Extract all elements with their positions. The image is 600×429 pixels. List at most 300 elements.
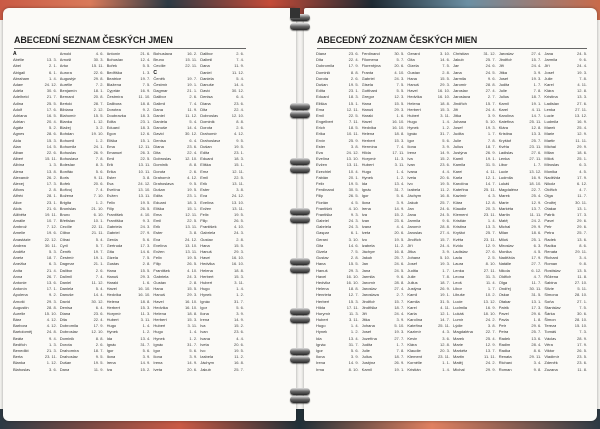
- name-label: Ladislav: [498, 150, 514, 155]
- name-label: Dobromila: [59, 323, 79, 329]
- name-day-date: 19. 5.: [187, 187, 198, 193]
- name-day-date: 30. 11.: [44, 242, 57, 248]
- name-day-date: 15. 5.: [233, 242, 244, 248]
- name-label: Kamila: [453, 162, 466, 168]
- name-label: Gita: [106, 249, 114, 254]
- name-label: Irena: [106, 360, 116, 366]
- name-day-date: 25. 7.: [531, 137, 542, 143]
- binding-ring: [290, 23, 310, 30]
- name-day-date: 24. 5.: [577, 51, 588, 56]
- name-label: Bertold: [59, 100, 73, 106]
- name-label: Alfréd: [13, 193, 24, 199]
- name-day-date: 13. 10.: [346, 156, 359, 162]
- name-label: Gita: [316, 242, 324, 248]
- name-label: Fabián: [316, 174, 329, 180]
- name-day-date: 19. 1.: [485, 156, 496, 162]
- name-label: Cecílie: [153, 63, 166, 69]
- name-label: Matěj: [498, 218, 509, 224]
- name-label: Eliška: [153, 205, 165, 211]
- name-day-date: 4. 5.: [350, 199, 359, 205]
- name-day-date: 19. 1.: [93, 255, 104, 261]
- name-day-date: 2. 8.: [236, 236, 244, 242]
- name-day-date: 15. 7.: [531, 57, 542, 63]
- name-day-date: 26. 9.: [440, 286, 451, 292]
- name-label: František: [106, 211, 124, 217]
- name-label: Cecílie: [59, 224, 73, 230]
- name-day-date: 27. 4.: [394, 286, 405, 292]
- name-day-date: 5. 10.: [485, 119, 496, 125]
- name-day-date: 24. 8.: [46, 329, 57, 335]
- name-day-date: 21. 1.: [93, 261, 104, 267]
- name-label: Erik: [153, 224, 161, 230]
- name-label: Bohdan: [59, 131, 74, 137]
- name-label: Abraham: [13, 75, 30, 81]
- name-label: Lenka: [453, 267, 464, 273]
- name-day-date: 1. 2.: [95, 137, 104, 143]
- name-label: Danuše: [200, 81, 214, 87]
- name-day-date: 9. 11.: [93, 174, 104, 180]
- name-day-date: 1. 7.: [533, 81, 542, 87]
- name-label: Jana: [361, 267, 371, 273]
- name-entry: [60, 367, 107, 373]
- name-label: Drahoslava: [153, 180, 174, 186]
- name-label: Drahoslav: [59, 354, 78, 360]
- name-label: Havel: [361, 119, 372, 125]
- name-day-date: 5. 10.: [394, 323, 405, 329]
- name-label: Judita: [361, 341, 373, 347]
- name-label: Gaspar: [316, 230, 330, 236]
- name-label: Jaroslav: [498, 51, 514, 56]
- name-day-date: 14. 9.: [233, 317, 244, 323]
- name-day-date: 17. 9.: [93, 323, 104, 329]
- name-day-date: 8. 8.: [95, 335, 104, 341]
- name-day-date: 15. 11.: [44, 156, 57, 162]
- name-day-date: 20. 3.: [485, 205, 496, 211]
- name-day-date: 24. 3.: [233, 230, 244, 236]
- name-label: Iva: [407, 156, 413, 162]
- name-day-date: 27. 6.: [531, 150, 542, 155]
- name-day-date: 15. 1.: [140, 137, 151, 143]
- name-day-date: 12. 10.: [91, 329, 104, 335]
- name-day-date: 13. 3.: [531, 131, 542, 137]
- name-label: Kryštof: [453, 230, 466, 236]
- name-day-date: 19. 7.: [187, 75, 198, 81]
- name-day-date: 7. 2.: [95, 81, 104, 87]
- name-day-date: 20. 6.: [233, 341, 244, 347]
- name-label: Radim: [498, 341, 511, 347]
- name-label: Lada: [453, 255, 462, 261]
- name-label: Ester: [153, 230, 163, 236]
- name-day-date: 16. 10.: [184, 304, 198, 310]
- name-label: Gerard: [407, 51, 420, 56]
- name-label: Antonín: [13, 286, 27, 292]
- name-day-date: 12. 1.: [485, 174, 496, 180]
- name-label: Bohuslava: [153, 51, 173, 56]
- name-label: Kristián: [407, 366, 421, 372]
- name-label: Andrea: [13, 242, 26, 248]
- name-day-date: 17. 3.: [140, 242, 151, 248]
- name-label: Helena: [200, 267, 213, 273]
- name-day-date: 10. 7.: [46, 218, 57, 224]
- name-day-date: 24. 6.: [440, 205, 451, 211]
- name-day-date: 15. 5.: [140, 267, 151, 273]
- name-day-date: 3. 9.: [442, 249, 451, 254]
- name-label: Jaromír: [361, 279, 376, 285]
- name-column: [200, 51, 247, 373]
- name-label: František: [316, 205, 333, 211]
- name-label: Břetislav: [59, 218, 76, 224]
- name-label: Adrian: [13, 119, 25, 125]
- name-label: Anežka: [13, 261, 27, 267]
- name-day-date: 29. 6.: [531, 323, 542, 329]
- name-label: Dorota: [316, 75, 329, 81]
- name-label: Otakar: [498, 298, 511, 304]
- name-label: Jana: [407, 211, 417, 217]
- name-label: Jaroslava: [361, 292, 379, 298]
- name-day-date: 3. 11.: [234, 279, 244, 285]
- name-label: Hubert: [200, 279, 213, 285]
- name-day-date: 17. 3.: [577, 211, 588, 217]
- name-day-date: 3. 9.: [236, 310, 244, 316]
- name-label: Adam: [13, 81, 24, 87]
- name-label: Patrik: [498, 304, 509, 310]
- name-day-date: 24. 6.: [485, 63, 496, 69]
- name-day-date: 12. 1.: [440, 310, 451, 316]
- name-label: Lukáš: [498, 180, 510, 186]
- name-day-date: 10. 11.: [346, 131, 359, 137]
- name-label: Ezechiel: [316, 168, 332, 174]
- name-label: Hedvika: [316, 279, 331, 285]
- name-label: Dominik: [153, 162, 168, 168]
- name-label: Ester: [106, 174, 116, 180]
- name-label: Čestmíra: [106, 94, 123, 100]
- name-day-date: 12. 11.: [346, 106, 359, 112]
- name-day-date: 3. 9.: [350, 354, 359, 360]
- name-label: Čeněk: [59, 249, 72, 254]
- name-day-date: 18. 8.: [394, 131, 405, 137]
- name-day-date: 1. 3.: [142, 69, 151, 75]
- name-label: Bruno: [59, 211, 71, 217]
- name-day-date: 25. 7.: [485, 57, 496, 63]
- name-day-date: 18. 8.: [140, 100, 151, 106]
- name-day-date: 7. 5.: [142, 255, 151, 261]
- name-day-date: 19. 5.: [187, 255, 198, 261]
- name-label: Drahoslava: [200, 137, 221, 143]
- name-label: Ferdinand: [361, 51, 380, 56]
- name-label: Oldřich: [498, 273, 512, 279]
- name-label: Evžen: [153, 249, 165, 254]
- name-day-date: 1. 2.: [95, 199, 104, 205]
- name-day-date: 24. 12.: [231, 193, 244, 199]
- name-label: Leoš: [453, 279, 462, 285]
- name-label: Aneta: [13, 255, 24, 261]
- name-day-date: 28. 6.: [46, 131, 57, 137]
- name-day-date: 11. 3.: [394, 156, 405, 162]
- name-day-date: 4. 10.: [140, 211, 151, 217]
- name-day-date: 16. 9.: [577, 119, 588, 125]
- name-columns-right: [316, 51, 590, 373]
- name-label: Ilona: [200, 310, 209, 316]
- name-day-date: 11. 9.: [93, 366, 104, 372]
- name-label: Otakar: [544, 205, 557, 211]
- name-day-date: 23. 6.: [233, 100, 244, 106]
- name-label: Daniela: [59, 286, 74, 292]
- name-day-date: 22. 12.: [44, 236, 57, 242]
- name-day-date: 13. 12.: [574, 112, 588, 118]
- name-entry: [153, 367, 200, 373]
- name-day-date: 6. 4.: [236, 94, 244, 100]
- name-day-date: 22. 4.: [348, 57, 359, 63]
- name-day-date: 4. 10.: [233, 224, 244, 230]
- name-day-date: 13. 3.: [485, 224, 496, 230]
- name-label: Věra: [544, 341, 553, 347]
- name-label: Karolína: [453, 180, 468, 186]
- name-day-date: 1. 4.: [189, 329, 198, 335]
- name-day-date: 20. 6.: [187, 366, 198, 372]
- name-label: Blažej: [59, 125, 71, 131]
- name-entry: [13, 367, 60, 373]
- name-label: Markéta: [453, 348, 468, 353]
- name-day-date: 1. 4.: [396, 168, 405, 174]
- name-day-date: 17. 11.: [392, 150, 405, 155]
- name-day-date: 15. 5.: [394, 100, 405, 106]
- left-page-title: ABECEDNÍ SEZNAM ČESKÝCH JMEN: [14, 35, 173, 45]
- name-day-date: 14. 4.: [93, 292, 104, 298]
- name-label: Alfons: [13, 187, 25, 193]
- name-label: Bohuslava: [59, 156, 79, 162]
- name-label: Karla: [453, 174, 463, 180]
- name-label: Jindřich: [361, 298, 376, 304]
- name-day-date: 1. 7.: [396, 341, 405, 347]
- name-label: Bruno: [153, 57, 165, 63]
- name-label: Gizela: [316, 249, 328, 254]
- name-day-date: 14. 4.: [187, 125, 198, 131]
- name-label: Hanuš: [153, 292, 165, 298]
- name-label: Ester: [200, 187, 210, 193]
- name-day-date: 12. 8.: [531, 125, 542, 131]
- name-day-date: 28. 10.: [574, 292, 588, 298]
- name-day-date: 16. 2.: [187, 51, 198, 56]
- name-label: Kamil: [361, 366, 372, 372]
- name-label: Iveta: [407, 174, 417, 180]
- name-day-date: 1. 2.: [236, 292, 244, 298]
- name-label: Olga: [498, 279, 508, 285]
- name-day-date: 2. 8.: [142, 261, 151, 267]
- name-label: Julie: [453, 137, 462, 143]
- name-day-date: 7. 8.: [442, 273, 451, 279]
- name-label: Dalimil: [153, 100, 166, 106]
- name-day-date: 23. 6.: [187, 143, 198, 149]
- name-day-date: 5. 11.: [577, 286, 588, 292]
- name-day-date: 23. 11.: [529, 143, 542, 149]
- name-label: Klaudie: [453, 205, 467, 211]
- name-label: Dušan: [153, 187, 165, 193]
- name-label: Tomáš: [544, 329, 557, 335]
- name-label: Hedvika: [106, 292, 122, 298]
- name-label: Františka: [106, 218, 124, 224]
- name-label: Adina: [13, 100, 24, 106]
- name-day-date: 21. 1.: [187, 88, 198, 94]
- name-day-date: 14. 7.: [485, 180, 496, 186]
- name-label: Filip: [316, 193, 324, 199]
- name-day-date: 23. 1.: [46, 199, 57, 205]
- name-day-date: 21. 11.: [91, 230, 104, 236]
- name-label: Stanislav: [544, 304, 561, 310]
- name-day-date: 25. 7.: [440, 199, 451, 205]
- name-day-date: 6. 3.: [49, 261, 57, 267]
- name-day-date: 25. 7.: [394, 255, 405, 261]
- name-day-date: 17. 3.: [46, 180, 57, 186]
- name-label: Karolína: [498, 112, 514, 118]
- name-label: Eduard: [153, 199, 167, 205]
- name-label: Hedvika: [407, 94, 422, 100]
- name-label: Igor: [153, 348, 161, 353]
- name-day-date: 19. 5.: [348, 180, 359, 186]
- name-day-date: 24. 4.: [440, 242, 451, 248]
- name-day-date: 11. 9.: [234, 63, 244, 69]
- name-label: Igor: [361, 193, 369, 199]
- name-day-date: 7. 4.: [95, 187, 104, 193]
- name-day-date: 12. 8.: [440, 341, 451, 347]
- name-day-date: 7. 4.: [95, 273, 104, 279]
- name-day-date: 5. 5.: [396, 88, 405, 94]
- name-label: Hanuš: [200, 249, 212, 254]
- name-day-date: 13. 12.: [529, 168, 542, 174]
- name-day-date: 20. 8.: [93, 94, 104, 100]
- name-label: Tereza: [544, 323, 557, 329]
- name-day-date: 26. 5.: [140, 205, 151, 211]
- name-day-date: 4. 5.: [579, 168, 588, 174]
- name-label: Ivo: [361, 236, 368, 242]
- name-day-date: 5. 6.: [95, 168, 104, 174]
- name-label: Ignác: [407, 131, 418, 137]
- name-day-date: 24. 3.: [348, 218, 359, 224]
- name-day-date: 1. 4.: [350, 323, 359, 329]
- name-day-date: 1. 4.: [236, 286, 244, 292]
- name-day-date: 28. 7.: [93, 100, 104, 106]
- name-day-date: 3. 4.: [579, 255, 588, 261]
- name-label: Soňa: [544, 298, 554, 304]
- name-label: Hubert: [106, 317, 119, 323]
- name-day-date: 14. 9.: [140, 360, 151, 366]
- name-label: Adéla: [13, 88, 24, 94]
- name-label: Gustav: [407, 69, 421, 75]
- name-label: Natálie: [498, 261, 512, 267]
- name-day-date: 19. 3.: [485, 125, 496, 131]
- name-day-date: 31. 7.: [394, 187, 405, 193]
- name-day-date: 14. 6.: [440, 57, 451, 63]
- name-label: Radka: [544, 242, 556, 248]
- name-day-date: 5. 4.: [236, 75, 244, 81]
- name-label: Iva: [361, 211, 368, 217]
- name-label: Havel: [200, 255, 211, 261]
- name-day-date: 16. 10.: [346, 279, 359, 285]
- name-day-date: 23. 11.: [483, 211, 496, 217]
- name-label: Jarmila: [544, 57, 558, 63]
- name-day-date: 2. 8.: [350, 255, 359, 261]
- name-label: Klára: [498, 125, 509, 131]
- name-label: Ignác: [361, 187, 372, 193]
- name-day-date: 1. 2.: [442, 125, 451, 131]
- name-day-date: 13. 4.: [140, 335, 151, 341]
- name-label: Julie: [544, 75, 553, 81]
- name-day-date: 28. 4.: [531, 341, 542, 347]
- name-day-date: 18. 10.: [529, 180, 542, 186]
- name-day-date: 11. 11.: [575, 137, 588, 143]
- name-label: Havel: [316, 273, 327, 279]
- name-label: Beáta: [13, 335, 24, 341]
- name-day-date: 13. 5.: [577, 267, 588, 273]
- name-day-date: 2. 1.: [49, 63, 57, 69]
- name-day-date: 16. 10.: [346, 273, 359, 279]
- name-day-date: 28. 10.: [574, 317, 588, 323]
- name-label: Abigail: [13, 69, 26, 75]
- name-day-date: 16. 10.: [392, 119, 405, 125]
- name-label: Ignác: [153, 341, 164, 347]
- name-day-date: 1. 4.: [442, 119, 451, 125]
- name-day-date: 30. 5.: [394, 51, 405, 56]
- name-day-date: 5. 4.: [95, 286, 104, 292]
- name-label: Lucie: [544, 112, 554, 118]
- name-day-date: 9. 5.: [236, 137, 244, 143]
- spiral-binding: [290, 8, 310, 421]
- name-label: Kevin: [407, 335, 418, 341]
- name-day-date: 10. 11.: [138, 168, 151, 174]
- name-label: Olga: [544, 193, 553, 199]
- name-label: Eva: [106, 180, 114, 186]
- name-day-date: 12. 10.: [231, 112, 244, 118]
- name-day-date: 19. 6.: [46, 230, 57, 236]
- name-day-date: 5. 6.: [236, 304, 244, 310]
- name-entry: [200, 367, 247, 373]
- name-label: Jakub: [453, 57, 464, 63]
- name-column: [316, 51, 362, 373]
- name-day-date: 18. 10.: [483, 310, 496, 316]
- name-label: Ivo: [407, 180, 413, 186]
- name-column: [407, 51, 453, 373]
- name-day-date: 22. 4.: [233, 106, 244, 112]
- name-label: Hedvika: [200, 261, 215, 267]
- name-day-date: 31. 5.: [440, 298, 451, 304]
- name-day-date: 26. 9.: [485, 150, 496, 155]
- name-day-date: 14. 9.: [348, 360, 359, 366]
- name-label: Jindřich: [407, 236, 422, 242]
- name-label: Gabriela: [106, 224, 122, 230]
- name-day-date: 25. 4.: [577, 125, 588, 131]
- name-day-date: 27. 7.: [531, 261, 542, 267]
- name-day-date: 25. 4.: [531, 193, 542, 199]
- name-label: Dorota: [200, 125, 213, 131]
- name-day-date: 8. 8.: [236, 119, 244, 125]
- name-day-date: 2. 7.: [487, 94, 496, 100]
- name-label: Hugo: [153, 329, 163, 335]
- name-day-date: 28. 8.: [46, 304, 57, 310]
- name-label: Ema: [153, 211, 162, 217]
- name-day-date: 9. 4.: [49, 335, 57, 341]
- name-label: Eliška: [200, 162, 211, 168]
- name-day-date: 11. 11.: [484, 354, 496, 360]
- name-day-date: 5. 2.: [49, 125, 57, 131]
- name-label: Anita: [13, 267, 23, 273]
- name-day-date: 18. 7.: [440, 279, 451, 285]
- name-label: Hynek: [106, 329, 118, 335]
- name-day-date: 29. 3.: [348, 267, 359, 273]
- name-label: David: [200, 88, 211, 94]
- name-label: Petr: [544, 224, 552, 230]
- name-day-date: 24. 12.: [44, 81, 57, 87]
- name-label: Drahomír: [153, 174, 171, 180]
- name-day-date: 14. 6.: [140, 249, 151, 254]
